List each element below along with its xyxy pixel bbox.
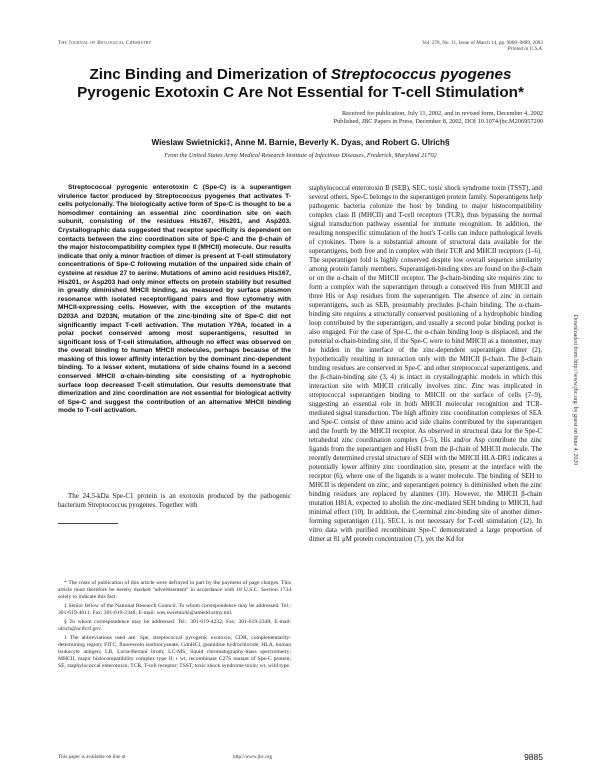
page-footer — [58, 754, 543, 764]
published-line: Published, JBC Papers in Press, December 8, 2002, DOI 10.1074/jbc.M206957200 — [333, 118, 543, 126]
page-number: 9885 — [524, 752, 543, 762]
article-title — [58, 66, 543, 101]
abstract — [58, 184, 291, 416]
title-species: Streptococcus pyogenes — [330, 66, 512, 83]
journal-header: The Journal of Biological Chemistry — [58, 40, 152, 46]
journal-link[interactable]: http://www.jbc.org — [233, 754, 273, 760]
footnotes — [58, 580, 291, 672]
footnote-costs: * The costs of publication of this article were defrayed in part by the payment of page charges. This article must therefore be hereby marked "advertisement" in accordance with 18 U.S.C. Section 1734 solely to indicate this fact. — [58, 580, 291, 600]
author-list: Wieslaw Swietnicki‡, Anne M. Barnie, Beverly K. Dyas, and Robert G. Ulrich§ — [151, 138, 450, 147]
footnote-author-2: § To whom correspondence may be addressed. Tel.: 301-619-4232; Fax: 301-619-2348; E-mail: ulrich@ncifcrf.gov. — [58, 619, 291, 632]
affiliation: From the United States Army Medical Research Institute of Infectious Diseases, Frederick, Maryland 21702 — [164, 152, 437, 159]
footnote-rule — [58, 523, 118, 524]
introduction-start — [58, 492, 291, 510]
download-watermark — [569, 210, 581, 570]
issue-header — [422, 40, 543, 53]
right-column — [309, 184, 542, 544]
intro-text: The 24.5-kDa Spe-C1 protein is an exotoxin produced by the pathogenic bacterium Streptococcus pyogenes. Together with — [58, 492, 291, 509]
footnote-abbreviations: 1 The abbreviations used are: Spe, streptococcal pyrogenic exotoxin; CDR, complementarity-determining region; FITC, fluorescein isothiocyanate; GdnHCl, guanidine hydrochloride; HLA, human leukocyte antigen; LB, Luria-Bertani broth; LC-MS, liquid chromatography-mass spectrometry; MHCII, major histocompatibility complex type II; r wt, recombinant C27S mutant of Spe-C protein; SE, staphylococcal enterotoxin; TCR, T-cell receptor; TSST, toxic shock syndrome toxin; wt, wild type. — [58, 635, 291, 669]
footer-note: This paper is available on line at — [58, 754, 126, 760]
title-part-1: Zinc Binding and Dimerization of — [89, 66, 331, 83]
volume-info: Vol. 278, No. 11, Issue of March 14, pp. 9880–9889, 2003 — [422, 40, 543, 46]
printed-in: Printed in U.S.A. — [507, 46, 543, 53]
body-paragraph: staphylococcal enterotoxin B (SEB), SEC, toxic shock syndrome toxin (TSST), and several others, Spe-C belongs to the superantigen protein family. Superantigens help pathogenic bacteria colonize the host by binding to major histocompatibility complex class II (MHCII) and T-cell receptors (TCR), thus bypassing the normal signal transduction pathway essential for immune recognition. In addition, the resulting nonspecific stimulation of the host's T-cells can induce pathological levels of cytokines. There is a substantial amount of structural data available for the superantigens, both free and in complex with their TCR and MHCII receptors (1–6). The superantigen fold is highly conserved despite low overall sequence similarity among protein family members. Superantigen-binding sites are found on the β-chain or on the α-chain of the MHCII receptor. The β-chain-binding site requires zinc to form a complex with the superantigen through a conserved His from MHCII and three His or Asp residues from the superantigen. The absence of zinc in certain superantigens, such as SEB, presumably precludes β-chain binding. The α-chain-binding site requires a structurally conserved positioning of a hydrophobic binding loop contributed by the superantigen, and usually a second polar binding pocket is also engaged. For the case of Spe-C, the α-chain binding loop is displaced, and the potential α-chain-binding site, if the Spe-C were to bind MHCII as a monomer, may be hidden in the interface of the zinc-dependent superantigen dimer (2), hypothetically resulting in interaction only with the MHCII β-chain. The β-chain binding residues are conserved in Spe-C and other streptococcal superantigens, and the β-chain-binding site (3, 4) is intact in crystallographic models in which this interaction site with MHCII critically involves zinc. Zinc was implicated in streptococcal superantigen binding to MHCII on the surface of cells (7–9), suggesting an essential role in both MHCII molecular recognition and TCR-mediated signal transduction. The high affinity zinc coordination complexes of SEA and Spe-C consist of three amino acid side chains contributed by the superantigen and the fourth by the MHCII receptor. As observed in structural data for the Spe-C tetrahedral zinc coordination complex (3–5), His and/or Asp contribute the zinc ligands from the superantigen and His81 from the β-chain of MHCII molecule. The recently determined crystal structure of SEH with the MHCII HLA-DR1 indicates a potentially lower affinity zinc coordination site, present at the interface with the receptor (6), where one of the ligands is a water molecule. The binding of SEH to MHCII is dependent on zinc, and superantigen potency is diminished when the zinc binding residues are replaced by alanines (10). However, the MHCII β-chain mutation H81A, expected to abolish the zinc-mediated SEH binding to MHCII, had minimal effect (10). In addition, the C-terminal zinc-binding site of another dimer-forming superantigen (11), SEC1, is not necessary for T-cell stimulation (12). In vitro data with purified recombinant Spe-C demonstrated a large proportion of dimer at 81 μM protein concentration (7), yet the Kd for — [309, 185, 542, 543]
received-dates — [58, 110, 543, 126]
footnote-author-1: ‡ Senior fellow of the National Research Council. To whom correspondence may be addressed. Tel.: 301-619-4811; Fax: 301-619-2348; E-mail: wes.swietnicki@amedd.army.mil. — [58, 603, 291, 616]
received-line: Received for publication, July 11, 2002, and in revised form, December 4, 2002 — [341, 110, 543, 117]
download-note[interactable]: Downloaded from http://www.jbc.org/ by guest on June 4, 2020 — [572, 314, 578, 466]
title-part-2: Pyrogenic Exotoxin C Are Not Essential for T-cell Stimulation* — [77, 83, 524, 101]
abstract-text: Streptococcal pyrogenic enterotoxin C (Spe-C) is a superantigen virulence factor produced by Streptococcus pyogenes that activates T-cells polyclonally. The biologically active form of Spe-C is thought to be a homodimer containing an essential zinc coordination site on each subunit, consisting of the residues His167, His201, and Asp203. Crystallographic data suggested that receptor specificity is dependent on contacts between the zinc coordination site of Spe-C and the β-chain of the major histocompatibility complex type II (MHCII) molecule. Our results indicate that only a minor fraction of dimer is present at T-cell stimulatory concentrations of Spe-C following mutation of the unpaired side chain of cysteine at residue 27 to serine. Mutations of amino acid residues His167, His201, or Asp203 had only minor effects on protein stability but resulted in greatly diminished MHCII binding, as measured by surface plasmon resonance with isolated receptor/ligand pairs and flow cytometry with MHCII-expressing cells. However, with the exception of the mutants D203A and D203N, mutation of the zinc-binding site of Spe-C did not significantly impact T-cell activation. The mutation Y76A, located in a polar pocket conserved among most superantigens, resulted in significant loss of T-cell stimulation, although no effect was observed on the overall binding to human MHCII molecules, perhaps because of the masking of this lower affinity interaction by the dominant zinc-dependent binding. To a lesser extent, mutations of side chains found in a second conserved MHCII α-chain-binding site consisting of a hydrophobic surface loop decreased T-cell stimulation. Our results demonstrate that dimerization and zinc coordination are not essential for biological activity of Spe-C and suggest the contribution of an alternative MHCII binding mode to T-cell activation. — [58, 184, 291, 415]
